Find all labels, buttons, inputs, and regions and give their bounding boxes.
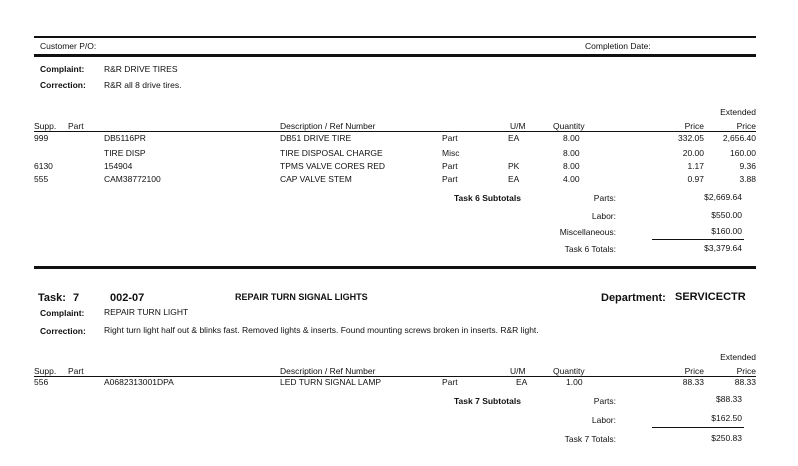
labor-label: Labor: [591,211,616,221]
column-description: Description / Ref Number [280,366,376,376]
customer-po-label: Customer P/O: [40,41,97,51]
subtotals-label: Task 6 Subtotals [454,193,521,203]
row-price: 88.33 [682,377,704,387]
task-code: 002-07 [110,292,145,304]
column-extended-price: Price [736,121,756,131]
column-description: Description / Ref Number [280,121,376,131]
row-quantity: 4.00 [563,174,580,184]
row-um: PK [508,161,520,171]
row-quantity: 8.00 [563,161,580,171]
row-extended: 2,656.40 [722,133,756,143]
row-type: Part [442,377,458,387]
parts-value: $88.33 [716,394,742,404]
column-part: Part [68,121,84,131]
row-quantity: 8.00 [563,133,580,143]
row-price: 0.97 [687,174,704,184]
totals-label: Task 7 Totals: [564,434,616,444]
row-price: 1.17 [687,161,704,171]
parts-value: $2,669.64 [704,192,742,202]
complaint-text: R&R DRIVE TIRES [104,64,178,74]
column-quantity: Quantity [553,121,585,131]
complaint-label: Complaint: [40,308,85,318]
row-price: 20.00 [682,148,704,158]
row-part: DB5116PR [104,133,146,143]
row-part: TIRE DISP [104,148,146,158]
row-extended: 9.36 [739,161,756,171]
column-price: Price [684,366,704,376]
column-extended-price: Price [736,366,756,376]
column-extended: Extended [720,352,756,362]
column-part: Part [68,366,84,376]
correction-text: Right turn light half out & blinks fast. Removed lights & inserts. Found mounting screws broken in inserts. R&R light. [104,325,539,335]
row-quantity: 1.00 [566,377,583,387]
task-number: 7 [73,292,80,304]
row-quantity: 8.00 [563,148,580,158]
complaint-text: REPAIR TURN LIGHT [104,307,189,317]
column-supp: Supp. [34,366,57,376]
row-um: EA [516,377,528,387]
misc-value: $160.00 [711,226,742,236]
column-quantity: Quantity [553,366,585,376]
department-label: Department: [601,292,666,304]
row-description: TIRE DISPOSAL CHARGE [280,148,383,158]
row-part: A0682313001DPA [104,377,174,387]
task-title: REPAIR TURN SIGNAL LIGHTS [235,292,368,302]
totals-value: $3,379.64 [704,243,742,253]
labor-value: $550.00 [711,210,742,220]
row-um: EA [508,133,520,143]
top-rule [34,36,756,38]
row-supp: 999 [34,133,49,143]
completion-date-label: Completion Date: [585,41,651,51]
task-separator-rule [34,266,756,269]
task-label: Task: [38,292,66,304]
correction-text: R&R all 8 drive tires. [104,80,182,90]
row-supp: 6130 [34,161,53,171]
column-um: U/M [510,121,526,131]
row-price: 332.05 [678,133,704,143]
totals-label: Task 6 Totals: [564,244,616,254]
row-description: LED TURN SIGNAL LAMP [280,377,382,387]
row-type: Misc [442,148,460,158]
subtotals-label: Task 7 Subtotals [454,396,521,406]
row-description: TPMS VALVE CORES RED [280,161,386,171]
row-part: CAM38772100 [104,174,161,184]
parts-label: Parts: [593,396,616,406]
correction-label: Correction: [40,80,86,90]
row-type: Part [442,133,458,143]
row-type: Part [442,174,458,184]
column-extended: Extended [720,107,756,117]
column-price: Price [684,121,704,131]
row-description: DB51 DRIVE TIRE [280,133,352,143]
row-extended: 160.00 [730,148,756,158]
row-supp: 555 [34,174,49,184]
labor-label: Labor: [591,415,616,425]
row-extended: 88.33 [734,377,756,387]
complaint-label: Complaint: [40,64,85,74]
column-supp: Supp. [34,121,57,131]
department-value: SERVICECTR [675,291,746,303]
misc-label: Miscellaneous: [559,227,616,237]
totals-rule [652,239,744,240]
row-extended: 3.88 [739,174,756,184]
parts-label: Parts: [593,193,616,203]
row-supp: 556 [34,377,49,387]
row-description: CAP VALVE STEM [280,174,352,184]
row-part: 154904 [104,161,133,171]
table-header-rule [34,131,756,132]
column-um: U/M [510,366,526,376]
header-rule [34,54,756,57]
correction-label: Correction: [40,326,86,336]
row-um: EA [508,174,520,184]
totals-value: $250.83 [711,433,742,443]
totals-rule [652,427,744,428]
row-type: Part [442,161,458,171]
labor-value: $162.50 [711,413,742,423]
